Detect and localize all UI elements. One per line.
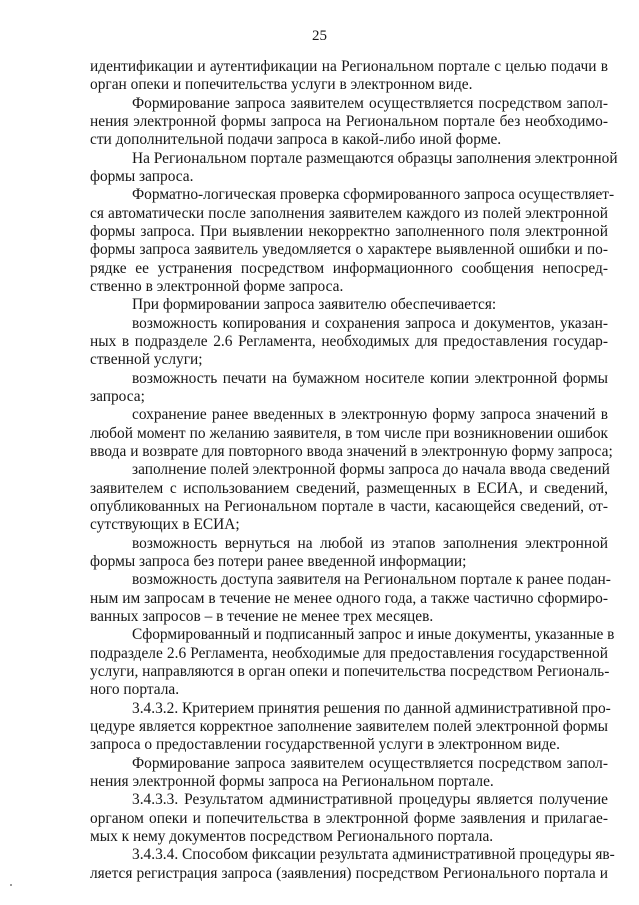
text-line: подразделе 2.6 Регламента, необходимые для предоставления государственной	[90, 644, 608, 662]
text-line: Сформированный и подписанный запрос и иные документы, указанные в	[132, 626, 615, 644]
text-line: ляется регистрация запроса (заявления) посредством Регионального портала и	[90, 864, 608, 882]
text-line: ванных запросов – в течение не менее трех месяцев.	[90, 607, 434, 625]
text-line: формы запроса.	[90, 168, 194, 185]
text-line: ным им запросам в течение не менее одного года, а также частично сформиро-	[90, 589, 608, 607]
text-line: нения электронной формы запроса на Региональном портале без необходимо-	[90, 113, 608, 130]
text-line: 3.4.3.3. Результатом административной процедуры является получение	[132, 791, 608, 809]
text-line: рядке ее устранения посредством информационного сообщения непосред-	[90, 259, 608, 277]
text-line: ственно в электронной форме запроса.	[90, 278, 344, 295]
text-line: заполнение полей электронной формы запроса до начала ввода сведений	[132, 461, 610, 479]
text-line: сутствующих в ЕСИА;	[90, 516, 240, 534]
text-line: формы запроса. При выявлении некорректно заполненного поля электронной	[90, 223, 608, 240]
text-line: На Региональном портале размещаются образцы заполнения электронной	[132, 149, 618, 167]
text-line: услуги, направляются в орган опеки и попечительства посредством Региональ-	[90, 662, 610, 680]
text-line: запроса о предоставлении государственной услуги в электронном виде.	[90, 736, 560, 754]
text-line: сохранение ранее введенных в электронную форму запроса значений в	[132, 406, 608, 424]
text-line: органом опеки и попечительства в электронной форме заявления и прилагае-	[90, 809, 608, 827]
text-line: ственной услуги;	[90, 351, 203, 369]
text-line: опубликованных на Региональном портале в части, касающейся сведений, от-	[90, 497, 608, 515]
text-line: орган опеки и попечительства услуги в электронном виде.	[90, 76, 473, 94]
text-line: любой момент по желанию заявителя, в том числе при возникновении ошибок	[90, 424, 608, 442]
text-line: формы запроса заявитель уведомляется о характере выявленной ошибки и по-	[90, 241, 608, 259]
text-line: мых к нему документов посредством Регионального портала.	[90, 827, 494, 845]
text-line: нения электронной формы запроса на Региональном портале.	[90, 772, 494, 790]
text-line: цедуре является корректное заполнение заявителем полей электронной формы	[90, 717, 608, 735]
scan-speck	[10, 884, 12, 886]
text-line: Формирование запроса заявителем осуществляется посредством запол-	[132, 94, 608, 112]
text-line: Формирование запроса заявителем осуществляется посредством запол-	[132, 754, 608, 772]
text-line: ных в подразделе 2.6 Регламента, необходимых для предоставления государ-	[90, 332, 608, 350]
page-number: 25	[312, 28, 327, 44]
text-line: заявителем с использованием сведений, размещенных в ЕСИА, и сведений,	[90, 479, 608, 497]
text-line: ся автоматически после заполнения заявителем каждого из полей электронной	[90, 204, 608, 222]
text-line: возможность печати на бумажном носителе копии электронной формы	[132, 369, 608, 387]
text-line: ного портала.	[90, 681, 180, 699]
text-line: запроса;	[90, 387, 145, 405]
text-line: возможность копирования и сохранения запроса и документов, указан-	[132, 314, 608, 332]
text-line: ввода и возврате для повторного ввода значений в электронную форму запроса;	[90, 442, 613, 460]
text-line: возможность вернуться на любой из этапов заполнения электронной	[132, 534, 608, 552]
text-line: 3.4.3.2. Критерием принятия решения по данной административной про-	[132, 699, 611, 717]
text-line: формы запроса без потери ранее введенной информации;	[90, 552, 467, 570]
text-line: Форматно-логическая проверка сформированного запроса осуществляет-	[132, 186, 615, 204]
text-line: При формировании запроса заявителю обеспечивается:	[132, 296, 497, 314]
text-line: идентификации и аутентификации на Региональном портале с целью подачи в	[90, 58, 608, 75]
text-line: 3.4.3.4. Способом фиксации результата административной процедуры яв-	[132, 846, 615, 864]
text-line: сти дополнительной подачи запроса в какой-либо иной форме.	[90, 131, 502, 149]
text-line: возможность доступа заявителя на Региональном портале к ранее подан-	[132, 571, 611, 589]
